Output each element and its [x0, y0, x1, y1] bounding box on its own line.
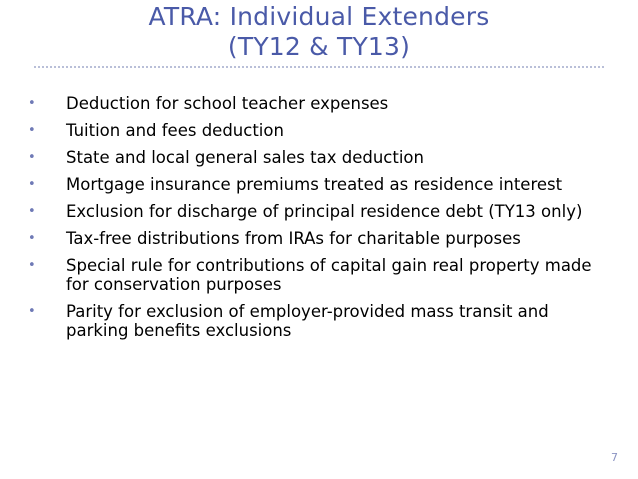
bullet-item	[28, 148, 598, 167]
bullet-icon: •	[28, 258, 36, 273]
bullet-icon: •	[28, 150, 36, 165]
bullet-text: Tax-free distributions from IRAs for charitable purposes	[66, 229, 521, 248]
bullet-item	[28, 121, 598, 140]
bullet-list	[28, 94, 598, 348]
bullet-text: Parity for exclusion of employer-provided mass transit and parking benefits exclusions	[66, 302, 549, 340]
bullet-text: Mortgage insurance premiums treated as residence interest	[66, 175, 563, 194]
bullet-icon: •	[28, 231, 36, 246]
bullet-item	[28, 94, 598, 113]
bullet-icon: •	[28, 96, 36, 111]
bullet-icon: •	[28, 177, 36, 192]
bullet-item	[28, 175, 598, 194]
bullet-text: State and local general sales tax deduction	[66, 148, 424, 167]
bullet-item	[28, 202, 598, 221]
page-number: 7	[611, 451, 618, 464]
slide-title	[0, 2, 638, 62]
bullet-text: Tuition and fees deduction	[66, 121, 284, 140]
bullet-text: Exclusion for discharge of principal residence debt (TY13 only)	[66, 202, 583, 221]
bullet-icon: •	[28, 304, 36, 319]
bullet-item	[28, 229, 598, 248]
bullet-text: Special rule for contributions of capital gain real property made for conservation purposes	[66, 256, 592, 294]
bullet-icon: •	[28, 204, 36, 219]
bullet-text: Deduction for school teacher expenses	[66, 94, 389, 113]
bullet-icon: •	[28, 123, 36, 138]
slide-title-line-2: (TY12 & TY13)	[227, 32, 411, 61]
bullet-item	[28, 302, 598, 340]
title-divider	[34, 66, 604, 68]
slide-title-line-1: ATRA: Individual Extenders	[148, 2, 490, 31]
bullet-item	[28, 256, 598, 294]
